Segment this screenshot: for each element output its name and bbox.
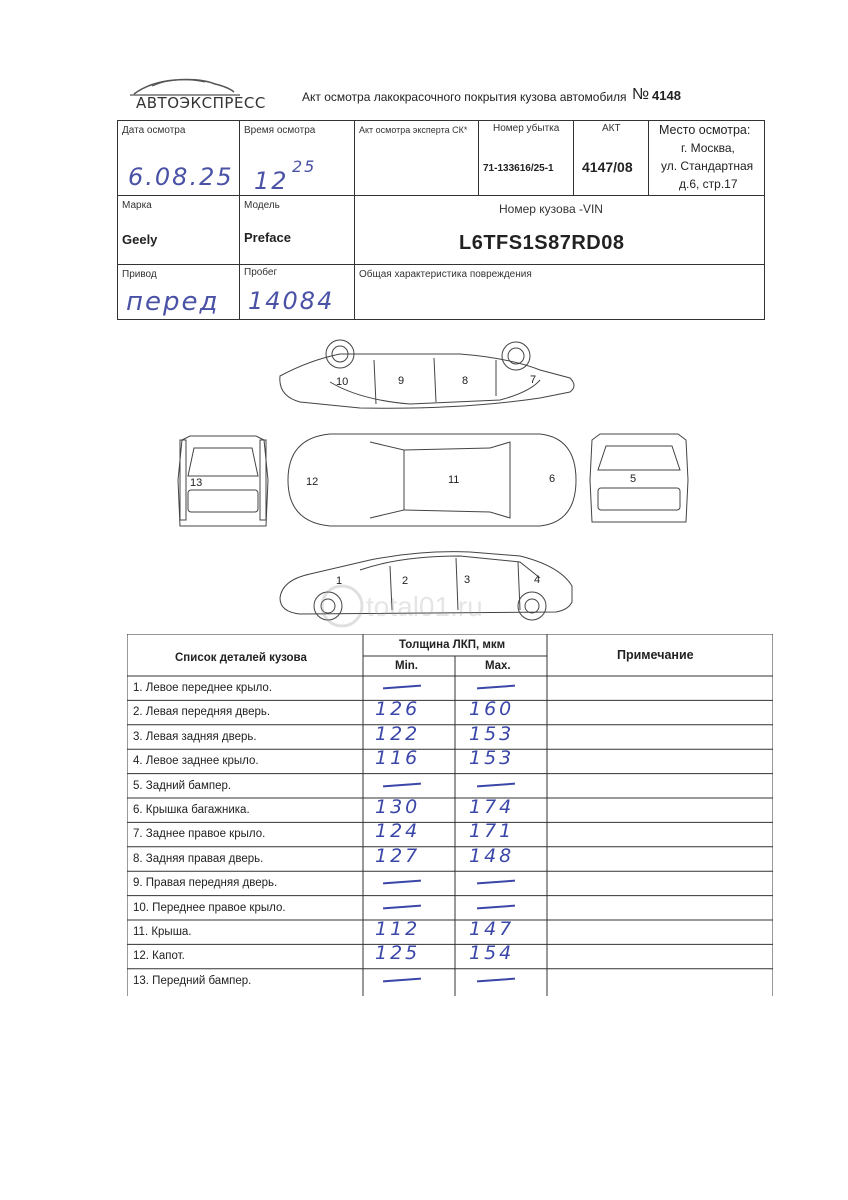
thickness-min-value: 125 <box>375 942 421 965</box>
part-number-11: 11 <box>448 474 460 486</box>
table-row <box>127 871 773 895</box>
thickness-min-value: 126 <box>375 698 421 721</box>
place-line3: д.6, стр.17 <box>679 177 738 191</box>
blank-lower-area <box>0 996 848 1200</box>
thickness-header: Толщина ЛКП, мкм <box>399 639 506 651</box>
mileage-cell <box>239 264 355 320</box>
table-row <box>127 822 773 846</box>
thickness-min-value: 130 <box>375 796 421 818</box>
table-row <box>127 722 773 749</box>
car-top-view <box>288 434 576 526</box>
part-name: 8. Задняя правая дверь. <box>133 852 264 865</box>
time-minutes: 25 <box>292 157 317 176</box>
model-label: Модель <box>244 200 280 211</box>
thickness-min-value: 122 <box>375 722 421 745</box>
thickness-max-dash <box>477 685 515 690</box>
part-number-1: 1 <box>336 575 343 587</box>
loss-number-cell <box>478 120 574 196</box>
place-line2: ул. Стандартная <box>661 159 754 173</box>
model-cell <box>239 195 355 265</box>
logo-text: АВТОЭКСПРЕСС <box>136 94 266 112</box>
thickness-min-value: 112 <box>375 918 421 940</box>
loss-number-value: 71-133616/25-1 <box>483 163 554 174</box>
note-header: Примечание <box>617 648 694 662</box>
vin-cell <box>354 195 765 265</box>
mileage-value: 14084 <box>248 287 335 315</box>
table-row <box>127 798 773 822</box>
table-row <box>127 920 773 944</box>
table-row <box>127 969 773 993</box>
make-label: Марка <box>122 200 152 211</box>
thickness-max-dash <box>477 782 515 787</box>
table-row <box>127 944 773 968</box>
time-label: Время осмотра <box>244 125 316 136</box>
part-number-7: 7 <box>530 374 537 386</box>
date-label: Дата осмотра <box>122 125 186 136</box>
parts-thickness-table <box>127 634 773 998</box>
table-row <box>127 774 773 798</box>
car-rear-view <box>590 434 688 522</box>
part-name: 9. Правая передняя дверь. <box>133 877 278 890</box>
place-label: Место осмотра: <box>659 123 751 137</box>
make-cell <box>117 195 240 265</box>
thickness-max-value: 171 <box>469 820 515 843</box>
vin-label: Номер кузова -VIN <box>499 202 603 216</box>
expert-act-cell <box>354 120 479 196</box>
part-name: 1. Левое переднее крыло. <box>133 682 273 694</box>
act-cell <box>573 120 649 196</box>
part-number-5: 5 <box>630 473 637 485</box>
thickness-min-dash <box>383 782 421 787</box>
number-sign: № <box>632 86 650 103</box>
thickness-min-value: 124 <box>375 820 421 843</box>
part-number-12: 12 <box>306 476 319 488</box>
watermark-text: total01.ru <box>366 591 483 622</box>
time-cell <box>239 120 355 196</box>
watermark <box>322 586 483 626</box>
model-value: Preface <box>244 230 291 245</box>
thickness-min-dash <box>383 880 421 885</box>
part-name: 4. Левое заднее крыло. <box>133 755 259 768</box>
thickness-max-dash <box>477 904 515 909</box>
place-cell <box>648 120 765 196</box>
parts-column-header: Список деталей кузова <box>175 652 307 664</box>
part-name: 7. Заднее правое крыло. <box>133 828 266 841</box>
thickness-max-value: 147 <box>469 918 515 940</box>
vehicle-info-table <box>117 120 765 320</box>
thickness-min-value: 116 <box>375 747 421 770</box>
part-number-9: 9 <box>398 375 405 387</box>
make-value: Geely <box>122 232 158 247</box>
thickness-max-value: 148 <box>469 844 515 867</box>
thickness-max-value: 153 <box>469 747 515 770</box>
table-row <box>127 700 773 724</box>
part-number-2: 2 <box>402 575 409 587</box>
thickness-max-value: 160 <box>469 698 515 721</box>
part-number-6: 6 <box>549 473 556 485</box>
part-number-4: 4 <box>534 574 541 586</box>
drive-label: Привод <box>122 269 157 280</box>
document-title: Акт осмотра лакокрасочного покрытия кузова автомобиля <box>302 90 627 104</box>
company-logo <box>130 74 266 114</box>
part-name: 2. Левая передняя дверь. <box>133 706 271 719</box>
act-label: АКТ <box>602 123 621 134</box>
time-hours: 12 <box>254 167 289 195</box>
thickness-min-dash <box>383 904 421 909</box>
thickness-min-dash <box>383 685 421 690</box>
car-body-diagram <box>160 330 700 630</box>
mileage-label: Пробег <box>244 267 278 278</box>
table-row <box>127 749 773 773</box>
part-number-10: 10 <box>336 376 349 388</box>
min-header: Min. <box>395 660 418 672</box>
table-row <box>127 676 773 700</box>
place-line1: г. Москва, <box>681 141 735 155</box>
expert-act-label: Акт осмотра эксперта СК* <box>359 125 468 135</box>
thickness-min-dash <box>383 977 421 982</box>
date-value: 6.08.25 <box>128 163 234 191</box>
damage-label: Общая характеристика повреждения <box>359 269 532 280</box>
thickness-max-value: 153 <box>469 722 515 745</box>
table-row <box>127 896 773 920</box>
loss-number-label: Номер убытка <box>493 123 560 134</box>
thickness-max-value: 154 <box>469 942 515 965</box>
vin-value: L6TFS1S87RD08 <box>459 232 625 254</box>
drive-cell <box>117 264 240 320</box>
part-number-13: 13 <box>190 477 203 489</box>
thickness-max-dash <box>477 880 515 885</box>
part-name: 13. Передний бампер. <box>133 974 252 987</box>
part-name: 10. Переднее правое крыло. <box>133 901 286 914</box>
table-row <box>127 844 773 871</box>
part-name: 3. Левая задняя дверь. <box>133 730 257 743</box>
part-name: 5. Задний бампер. <box>133 779 232 792</box>
act-value: 4147/08 <box>582 159 633 175</box>
part-number-8: 8 <box>462 375 469 387</box>
thickness-min-value: 127 <box>375 844 421 867</box>
part-name: 11. Крыша. <box>133 926 192 938</box>
part-number-3: 3 <box>464 574 471 586</box>
drive-value: перед <box>126 287 220 317</box>
thickness-max-dash <box>477 977 515 982</box>
part-name: 12. Капот. <box>133 950 185 963</box>
part-name: 6. Крышка багажника. <box>133 804 250 816</box>
damage-cell <box>354 264 765 320</box>
max-header: Max. <box>485 660 511 672</box>
thickness-max-value: 174 <box>469 796 515 818</box>
date-cell <box>117 120 240 196</box>
document-number: 4148 <box>652 88 681 103</box>
